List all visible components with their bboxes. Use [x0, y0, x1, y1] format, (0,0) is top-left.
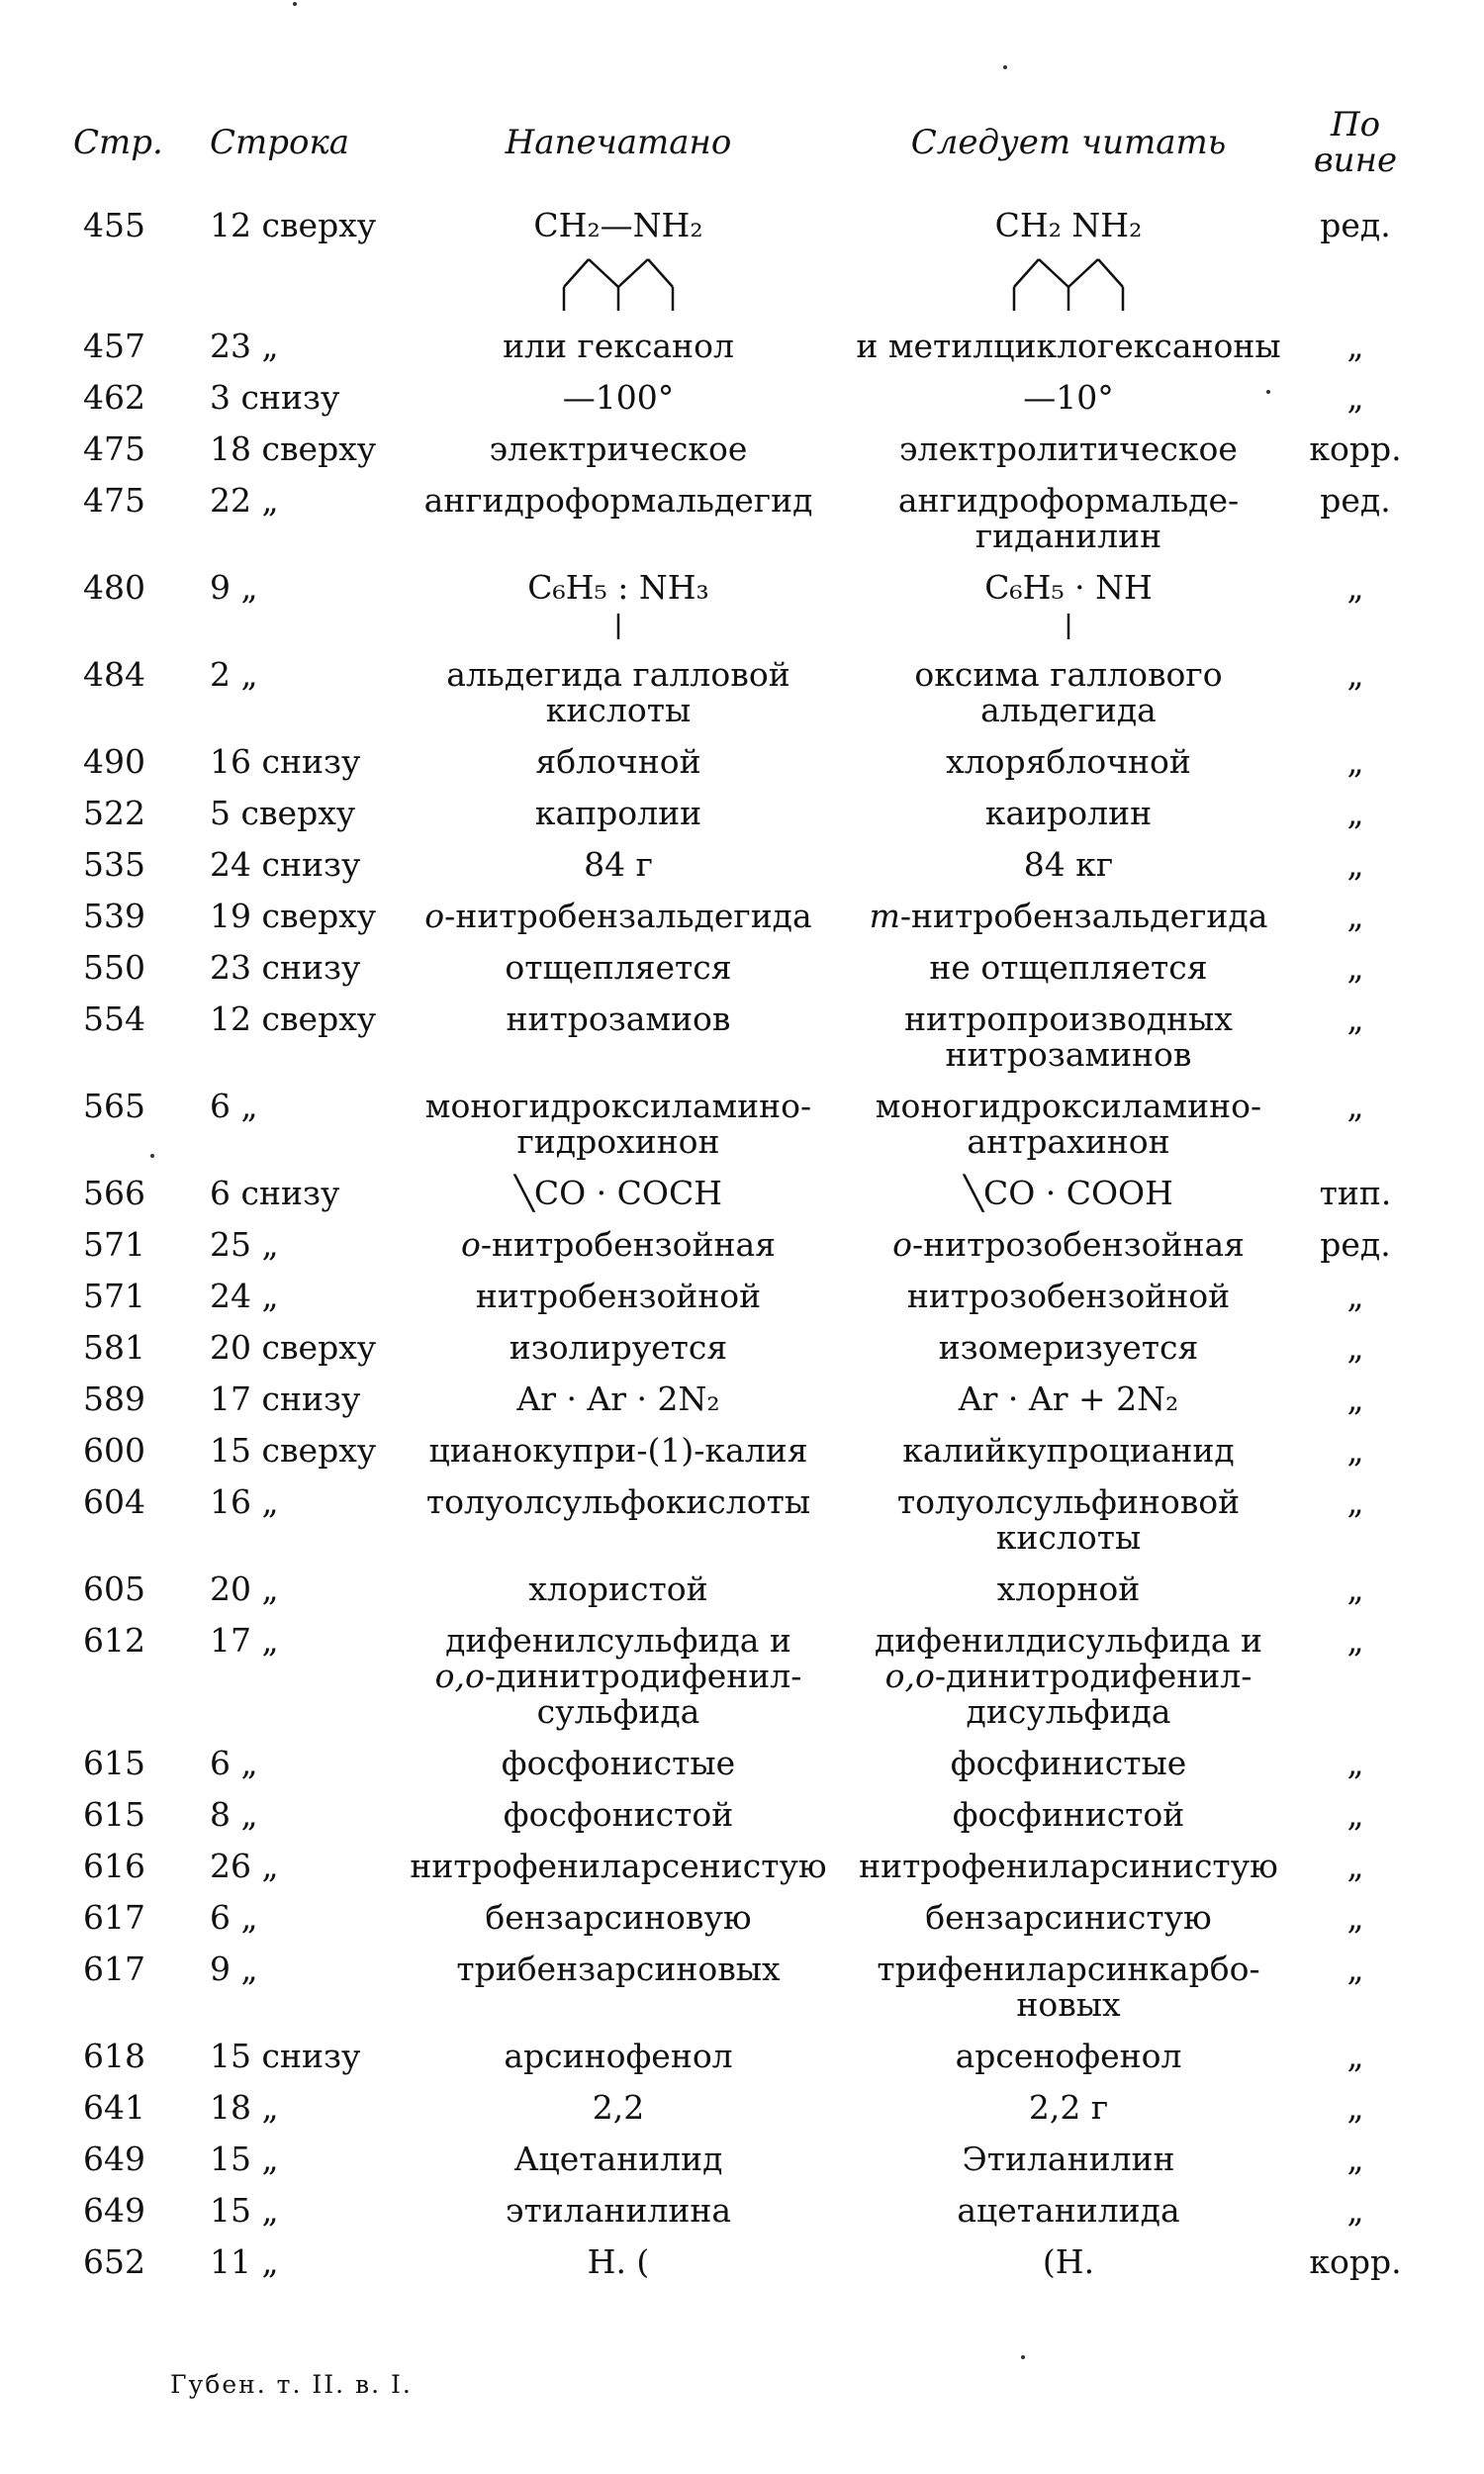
table-row [63, 2082, 1421, 2134]
row-page-number: 652 [83, 2242, 145, 2281]
row-fault: корр. [1309, 2242, 1402, 2281]
table-row [63, 2134, 1421, 2185]
table-row [63, 200, 1421, 321]
row-line: 15 сверху [210, 1431, 377, 1470]
row-page-number: 649 [83, 2191, 145, 2230]
row-page-number: 475 [83, 429, 145, 468]
table-row [63, 372, 1421, 424]
row-printed: арсинофенол [504, 2037, 733, 2075]
row-fault: ред. [1320, 481, 1391, 520]
row-printed: этиланилина [506, 2191, 731, 2230]
table-row [63, 2185, 1421, 2236]
row-page-number: 617 [83, 1950, 145, 1988]
row-should-read: электролитическое [899, 429, 1238, 468]
row-fault: „ [1346, 1277, 1364, 1315]
row-line: 23 „ [210, 327, 279, 365]
chemical-structure-diagram [544, 249, 693, 313]
row-printed: Ацетанилид [513, 2140, 723, 2178]
bond-line [648, 259, 673, 287]
row-line: 17 снизу [210, 1380, 361, 1418]
row-should-read: каиролин [984, 794, 1153, 832]
row-printed: яблочной [535, 742, 701, 781]
row-printed: 2,2 [592, 2088, 645, 2127]
row-page-number: 475 [83, 481, 145, 520]
row-fault: „ [1346, 378, 1364, 417]
row-printed: C₆H₅ : NH₃ [390, 562, 847, 649]
print-speck [150, 1154, 154, 1158]
errata-rows [63, 200, 1421, 2288]
row-page-number: 457 [83, 327, 145, 365]
row-fault: „ [1346, 948, 1364, 987]
row-should-read: хлорной [996, 1570, 1141, 1608]
row-line: 19 сверху [210, 897, 377, 935]
bond-stick-diagram [608, 612, 628, 641]
print-speck [1003, 65, 1007, 69]
table-row [63, 562, 1421, 649]
row-line: 26 „ [210, 1847, 279, 1885]
table-row [63, 891, 1421, 942]
row-line: 18 сверху [210, 429, 377, 468]
row-line: 23 снизу [210, 948, 361, 987]
row-fault: „ [1346, 1328, 1364, 1367]
row-line: 24 снизу [210, 845, 361, 884]
table-row [63, 321, 1421, 372]
chemical-structure-diagram [994, 249, 1143, 313]
row-page-number: 616 [83, 1847, 145, 1885]
row-printed: нитрофениларсенистую [410, 1847, 827, 1885]
table-row [63, 1322, 1421, 1374]
table-row [63, 839, 1421, 891]
row-fault: „ [1346, 1795, 1364, 1834]
row-fault: „ [1346, 2037, 1364, 2075]
row-printed: H. ( [587, 2242, 650, 2281]
row-line: 22 „ [210, 481, 279, 520]
table-row [63, 1374, 1421, 1425]
table-row [63, 475, 1421, 562]
row-page-number: 484 [83, 655, 145, 694]
row-line: 6 снизу [210, 1174, 340, 1212]
row-line: 17 „ [210, 1621, 279, 1660]
table-row [63, 1425, 1421, 1476]
row-should-read: моногидроксиламино- антрахинон [875, 1087, 1262, 1161]
row-fault: ред. [1320, 206, 1391, 244]
table-row [63, 942, 1421, 994]
row-should-read: CH₂ NH₂ [847, 200, 1290, 321]
row-should-read: нитропроизводных нитрозаминов [904, 999, 1233, 1074]
row-fault: „ [1346, 897, 1364, 935]
row-fault: „ [1346, 1950, 1364, 1988]
table-row [63, 788, 1421, 839]
row-line: 15 „ [210, 2191, 279, 2230]
row-fault: „ [1346, 1847, 1364, 1885]
row-printed: моногидроксиламино- гидрохинон [424, 1087, 812, 1161]
row-printed: электрическое [489, 429, 748, 468]
row-printed: трибензарсиновых [456, 1950, 781, 1988]
row-printed: —100° [562, 378, 675, 417]
row-printed: фосфонистые [501, 1744, 736, 1782]
table-row [63, 1738, 1421, 1789]
row-line: 15 „ [210, 2140, 279, 2178]
row-should-read: o-нитрозобензойная [892, 1225, 1245, 1264]
row-line: 5 сверху [210, 794, 356, 832]
row-line: 2 „ [210, 655, 258, 694]
row-page-number: 600 [83, 1431, 145, 1470]
row-fault: „ [1346, 2140, 1364, 2178]
row-page-number: 550 [83, 948, 145, 987]
row-printed: o-нитробензойная [460, 1225, 776, 1264]
row-should-read: Ar · Ar + 2N₂ [958, 1380, 1179, 1418]
row-line: 6 „ [210, 1744, 258, 1782]
table-row [63, 649, 1421, 736]
table-row [63, 1615, 1421, 1738]
row-line: 11 „ [210, 2242, 279, 2281]
row-should-read: нитрофениларсинистую [859, 1847, 1278, 1885]
table-row [63, 1081, 1421, 1168]
footer-signature: Губен. т. II. в. I. [170, 2370, 413, 2399]
row-line: 16 снизу [210, 742, 361, 781]
row-should-read: не отщепляется [929, 948, 1208, 987]
row-fault: „ [1346, 1087, 1364, 1125]
row-fault: „ [1346, 742, 1364, 781]
row-page-number: 617 [83, 1898, 145, 1937]
row-printed: 84 г [584, 845, 653, 884]
row-fault: „ [1346, 1570, 1364, 1608]
row-page-number: 604 [83, 1482, 145, 1521]
table-row [63, 2031, 1421, 2082]
row-line: 25 „ [210, 1225, 279, 1264]
table-row [63, 1168, 1421, 1219]
row-line: 16 „ [210, 1482, 279, 1521]
row-should-read: калийкупроцианид [902, 1431, 1235, 1470]
row-line: 6 „ [210, 1898, 258, 1937]
row-line: 15 снизу [210, 2037, 361, 2075]
header-page: Стр. [73, 123, 163, 162]
table-row [63, 1892, 1421, 1944]
row-page-number: 615 [83, 1795, 145, 1834]
table-row [63, 736, 1421, 788]
row-should-read: и метилциклогексаноны [856, 327, 1281, 365]
row-should-read: 84 кг [1023, 845, 1114, 884]
row-fault: „ [1346, 1482, 1364, 1521]
bond-line [1039, 259, 1068, 287]
row-page-number: 462 [83, 378, 145, 417]
row-should-read: изомеризуется [938, 1328, 1199, 1367]
row-should-read: Этиланилин [962, 2140, 1175, 2178]
errata-header [63, 107, 1421, 200]
row-line: 18 „ [210, 2088, 279, 2127]
row-should-read: 2,2 г [1028, 2088, 1109, 2127]
row-page-number: 649 [83, 2140, 145, 2178]
row-line: 6 „ [210, 1087, 258, 1125]
print-speck [1021, 2355, 1025, 2359]
table-row [63, 1219, 1421, 1271]
row-page-number: 641 [83, 2088, 145, 2127]
bond-stick-diagram [1059, 612, 1078, 641]
row-fault: тип. [1319, 1174, 1392, 1212]
row-should-read: трифениларсинкарбо- новых [877, 1950, 1260, 2024]
table-row [63, 1789, 1421, 1841]
row-should-read: хлоряблочной [946, 742, 1191, 781]
row-fault: „ [1346, 1431, 1364, 1470]
row-printed: изолируется [509, 1328, 728, 1367]
row-should-read: фосфинистой [952, 1795, 1185, 1834]
row-line: 20 „ [210, 1570, 279, 1608]
row-should-read: дифенилдисульфида и o,o-динитродифенил- дисульфида [874, 1621, 1263, 1731]
row-printed: альдегида галловой кислоты [446, 655, 790, 729]
row-fault: „ [1346, 568, 1364, 607]
bond-line [1098, 259, 1123, 287]
table-row [63, 2236, 1421, 2288]
row-line: 8 „ [210, 1795, 258, 1834]
row-printed: ангидроформальдегид [423, 481, 813, 520]
row-printed: фосфонистой [503, 1795, 734, 1834]
row-line: 12 сверху [210, 206, 377, 244]
row-should-read: нитрозобензойной [906, 1277, 1231, 1315]
row-page-number: 571 [83, 1277, 145, 1315]
row-fault: „ [1346, 1898, 1364, 1937]
row-printed: дифенилсульфида и o,o-динитродифенил- сульфида [434, 1621, 802, 1731]
row-page-number: 566 [83, 1174, 145, 1212]
header-fault: По вине [1313, 105, 1398, 180]
row-should-read: —10° [1023, 378, 1114, 417]
bond-line [618, 259, 648, 287]
row-fault: „ [1346, 1744, 1364, 1782]
row-printed: цианокупри-(1)-калия [428, 1431, 808, 1470]
row-fault: „ [1346, 794, 1364, 832]
header-line: Строка [210, 123, 350, 162]
row-page-number: 589 [83, 1380, 145, 1418]
bond-line [1014, 259, 1039, 287]
row-should-read: ацетанилида [957, 2191, 1180, 2230]
row-fault: „ [1346, 1380, 1364, 1418]
row-fault: „ [1346, 2088, 1364, 2127]
table-row [63, 1271, 1421, 1322]
row-page-number: 522 [83, 794, 145, 832]
row-fault: „ [1346, 327, 1364, 365]
header-printed: Напечатано [505, 123, 732, 162]
row-printed: отщепляется [505, 948, 732, 987]
row-should-read: толуолсульфиновой кислоты [896, 1482, 1241, 1557]
row-page-number: 618 [83, 2037, 145, 2075]
row-line: 3 снизу [210, 378, 340, 417]
row-page-number: 554 [83, 999, 145, 1038]
row-page-number: 571 [83, 1225, 145, 1264]
print-speck [1266, 390, 1270, 394]
table-row [63, 1476, 1421, 1564]
row-line: 12 сверху [210, 999, 377, 1038]
row-page-number: 539 [83, 897, 145, 935]
row-page-number: 581 [83, 1328, 145, 1367]
table-row [63, 1564, 1421, 1615]
row-fault: ред. [1320, 1225, 1391, 1264]
row-fault: корр. [1309, 429, 1402, 468]
header-should-read: Следует читать [910, 123, 1227, 162]
row-should-read: арсенофенол [955, 2037, 1182, 2075]
row-line: 20 сверху [210, 1328, 377, 1367]
row-printed: хлористой [528, 1570, 708, 1608]
row-printed: Ar · Ar · 2N₂ [516, 1380, 720, 1418]
bond-line [589, 259, 618, 287]
row-should-read: бензарсинистую [925, 1898, 1212, 1937]
row-printed: или гексанол [503, 327, 734, 365]
row-page-number: 605 [83, 1570, 145, 1608]
row-printed: o-нитробензальдегида [424, 897, 812, 935]
row-should-read: C₆H₅ · NH [847, 562, 1290, 649]
row-page-number: 535 [83, 845, 145, 884]
row-printed: CH₂—NH₂ [390, 200, 847, 321]
errata-table [63, 107, 1421, 2288]
row-should-read: ╲CO · COOH [964, 1174, 1173, 1212]
row-fault: „ [1346, 999, 1364, 1038]
table-row [63, 1841, 1421, 1892]
row-printed: капролии [534, 794, 702, 832]
row-fault: „ [1346, 845, 1364, 884]
row-page-number: 480 [83, 568, 145, 607]
row-page-number: 615 [83, 1744, 145, 1782]
table-row [63, 1944, 1421, 2031]
row-should-read: m-нитробензальдегида [869, 897, 1268, 935]
row-line: 24 „ [210, 1277, 279, 1315]
table-row [63, 994, 1421, 1081]
row-fault: „ [1346, 1621, 1364, 1660]
print-speck [293, 2, 297, 6]
row-should-read: ангидроформальде- гиданилин [897, 481, 1240, 555]
row-should-read: оксима галлового альдегида [914, 655, 1223, 729]
row-page-number: 455 [83, 206, 145, 244]
row-page-number: 565 [83, 1087, 145, 1125]
row-printed: нитрозамиoв [506, 999, 731, 1038]
row-line: 9 „ [210, 568, 258, 607]
row-printed: толуолсульфокислоты [425, 1482, 811, 1521]
table-row [63, 424, 1421, 475]
bond-line [1068, 259, 1098, 287]
bond-line [564, 259, 589, 287]
row-fault: „ [1346, 655, 1364, 694]
row-should-read: (H. [1042, 2242, 1095, 2281]
row-line: 9 „ [210, 1950, 258, 1988]
row-fault: „ [1346, 2191, 1364, 2230]
row-page-number: 612 [83, 1621, 145, 1660]
row-page-number: 490 [83, 742, 145, 781]
row-printed: нитробензойной [475, 1277, 762, 1315]
row-should-read: фосфинистые [950, 1744, 1187, 1782]
row-printed: ╲CO · COCH [514, 1174, 722, 1212]
row-printed: бензарсиновую [485, 1898, 752, 1937]
